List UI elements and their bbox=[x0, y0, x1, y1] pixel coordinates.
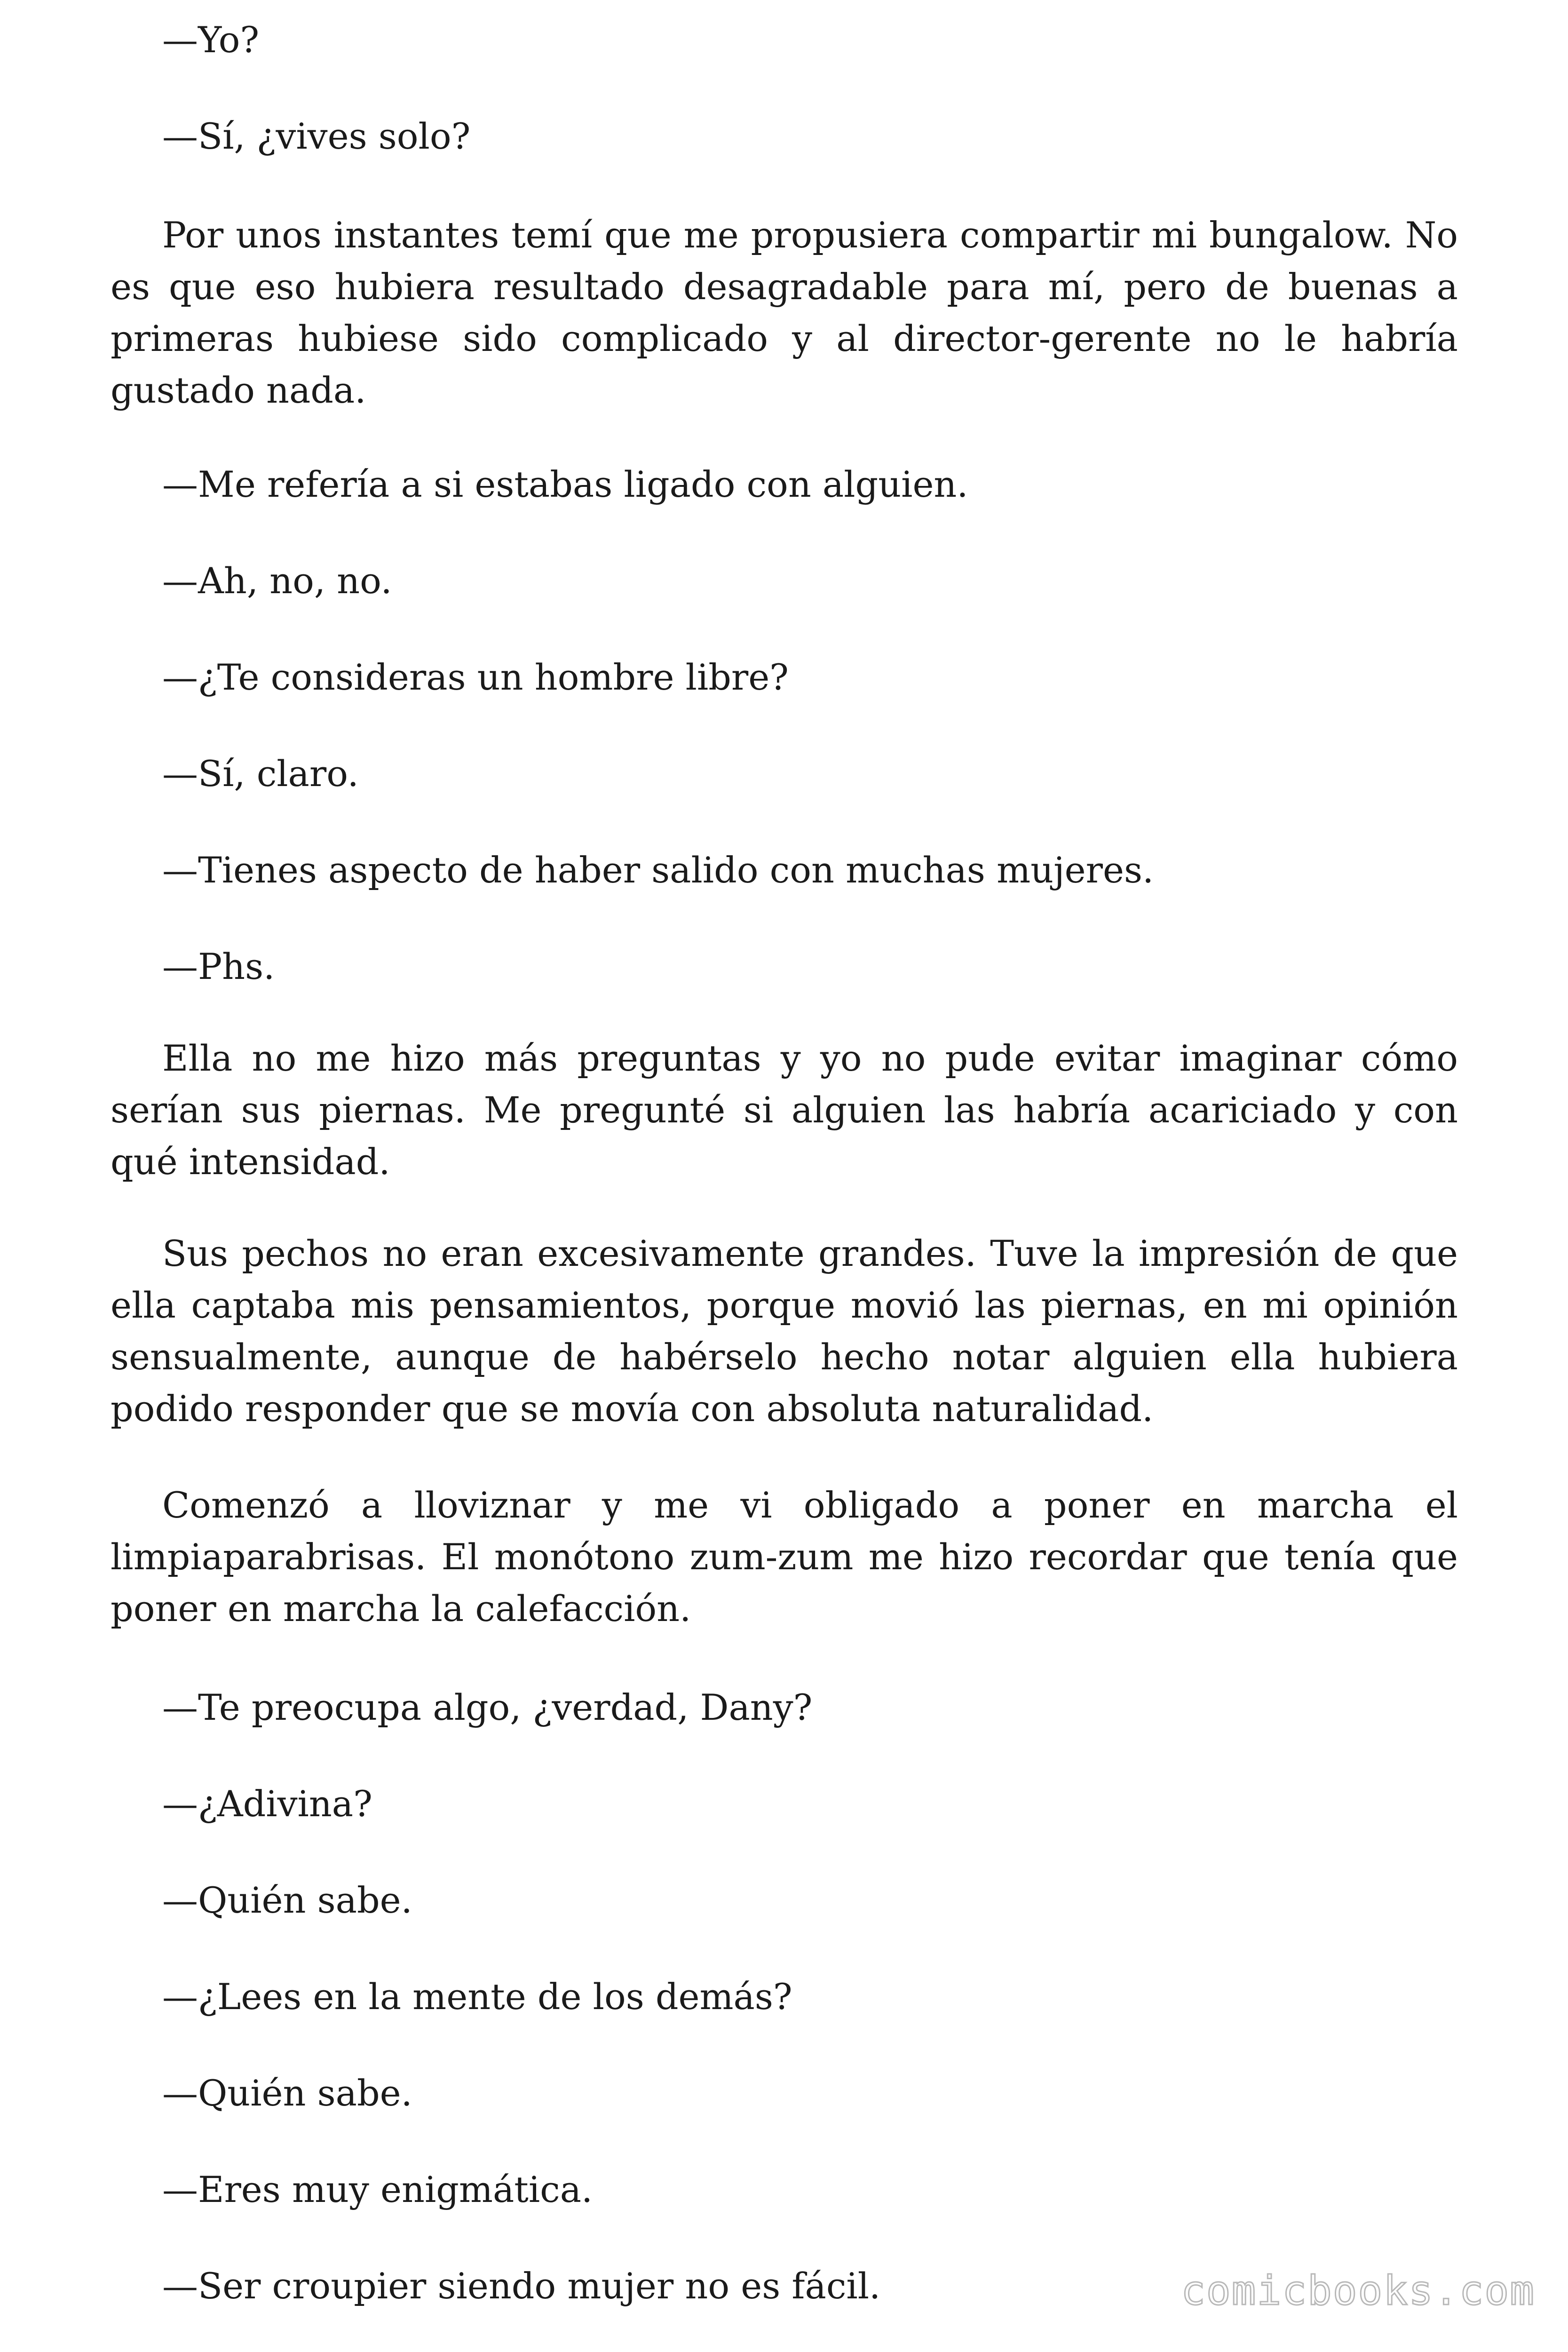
dialog-line: —Me refería a si estabas ligado con alguien. bbox=[162, 463, 968, 505]
narrative-paragraph: Sus pechos no eran excesivamente grandes. Tuve la impresión de que ella captaba mis pensamientos, porque movió las piernas, en mi opinión sensualmente, aunque de habérselo hecho notar alguien ella hubiera podido responder que se movía con absoluta naturalidad. bbox=[111, 1232, 1458, 1430]
dialog-line: —¿Te consideras un hombre libre? bbox=[162, 656, 789, 698]
narrative-paragraph: Comenzó a lloviznar y me vi obligado a poner en marcha el limpiaparabrisas. El monótono zum-zum me hizo recordar que tenía que poner en marcha la calefacción. bbox=[111, 1484, 1458, 1629]
dialog-line: —Tienes aspecto de haber salido con muchas mujeres. bbox=[162, 849, 1154, 891]
dialog-line: —Te preocupa algo, ¿verdad, Dany? bbox=[162, 1686, 813, 1728]
dialog-line: —Phs. bbox=[162, 946, 275, 987]
narrative-paragraph: Ella no me hizo más preguntas y yo no pude evitar imaginar cómo serían sus piernas. Me pregunté si alguien las habría acariciado y con qué intensidad. bbox=[111, 1037, 1458, 1183]
dialog-line: —Sí, claro. bbox=[162, 753, 359, 795]
dialog-line: —¿Lees en la mente de los demás? bbox=[162, 1976, 792, 2018]
dialog-line: —Eres muy enigmática. bbox=[162, 2169, 593, 2210]
dialog-line: —Ser croupier siendo mujer no es fácil. bbox=[162, 2265, 881, 2307]
dialog-line: —Yo? bbox=[162, 19, 260, 61]
narrative-paragraph: Por unos instantes temí que me propusiera compartir mi bungalow. No es que eso hubiera resultado desagradable para mí, pero de buenas a primeras hubiese sido complicado y al director-gerente no le habría gustado nada. bbox=[111, 214, 1458, 411]
dialog-line: —Ah, no, no. bbox=[162, 560, 392, 602]
book-page bbox=[111, 0, 1458, 2352]
watermark: comicbooks.com bbox=[1181, 2267, 1535, 2314]
dialog-line: —Sí, ¿vives solo? bbox=[162, 115, 471, 157]
dialog-line: —¿Adivina? bbox=[162, 1783, 372, 1825]
dialog-line: —Quién sabe. bbox=[162, 1879, 412, 1921]
dialog-line: —Quién sabe. bbox=[162, 2072, 412, 2114]
